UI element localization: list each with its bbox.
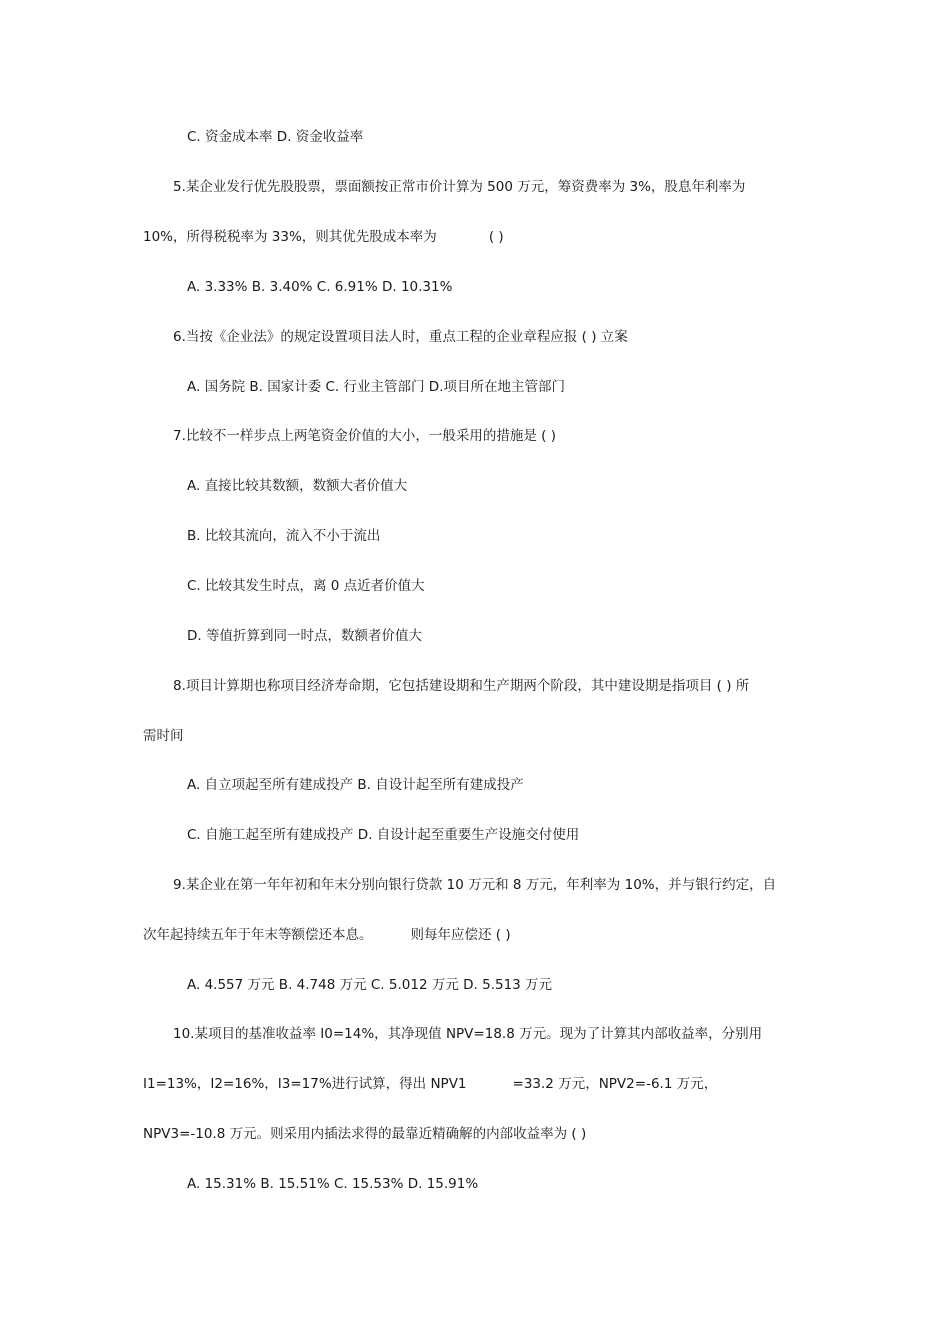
- q10-stem-text: I1=13%，I2=16%，I3=17%进行试算，得出 NPV1: [143, 1076, 467, 1092]
- q9-stem-tail: 则每年应偿还 ( ): [410, 927, 511, 943]
- q8-options-line1: A. 自立项起至所有建成投产 B. 自设计起至所有建成投产: [187, 777, 524, 793]
- q5-options: A. 3.33% B. 3.40% C. 6.91% D. 10.31%: [187, 279, 453, 295]
- q6-stem: 6.当按《企业法》的规定设置项目法人时，重点工程的企业章程应报 ( ) 立案: [173, 329, 628, 345]
- q5-stem-line2: [143, 228, 504, 246]
- q9-stem-line2: [143, 926, 511, 944]
- q8-stem-line1: 8.项目计算期也称项目经济寿命期，它包括建设期和生产期两个阶段，其中建设期是指项目 ( ) 所: [173, 678, 750, 694]
- q4-options-line2: C. 资金成本率 D. 资金收益率: [187, 129, 364, 145]
- q9-stem-text: 次年起持续五年于年末等额偿还本息。: [143, 927, 373, 943]
- q8-stem-line2: 需时间: [143, 728, 184, 744]
- q10-stem-tail: =33.2 万元，NPV2=-6.1 万元，: [512, 1076, 718, 1092]
- q10-stem-line1: 10.某项目的基准收益率 I0=14%，其净现值 NPV=18.8 万元。现为了计算其内部收益率，分别用: [173, 1026, 763, 1042]
- q10-options: A. 15.31% B. 15.51% C. 15.53% D. 15.91%: [187, 1176, 479, 1192]
- q7-stem: 7.比较不一样步点上两笔资金价值的大小，一般采用的措施是 ( ): [173, 428, 556, 444]
- q10-stem-line3: NPV3=-10.8 万元。则采用内插法求得的最靠近精确解的内部收益率为 ( ): [143, 1126, 587, 1142]
- q9-stem-line1: 9.某企业在第一年年初和年末分别向银行贷款 10 万元和 8 万元，年利率为 10%，并与银行约定，自: [173, 877, 777, 893]
- q8-options-line2: C. 自施工起至所有建成投产 D. 自设计起至重要生产设施交付使用: [187, 827, 580, 843]
- q6-options: A. 国务院 B. 国家计委 C. 行业主管部门 D.项目所在地主管部门: [187, 379, 565, 395]
- q7-option-c: C. 比较其发生时点，离 0 点近者价值大: [187, 578, 425, 594]
- q7-option-a: A. 直接比较其数额，数额大者价值大: [187, 478, 408, 494]
- q5-stem-line1: 5.某企业发行优先股股票，票面额按正常市价计算为 500 万元，筹资费率为 3%，股息年利率为: [173, 179, 746, 195]
- q9-options: A. 4.557 万元 B. 4.748 万元 C. 5.012 万元 D. 5.513 万元: [187, 977, 553, 993]
- q10-stem-line2: [143, 1075, 717, 1093]
- q5-stem-text: 10%，所得税税率为 33%，则其优先股成本率为: [143, 229, 437, 245]
- q7-option-b: B. 比较其流向，流入不小于流出: [187, 528, 381, 544]
- q5-answer-paren: ( ): [488, 229, 504, 245]
- q7-option-d: D. 等值折算到同一时点，数额者价值大: [187, 628, 422, 644]
